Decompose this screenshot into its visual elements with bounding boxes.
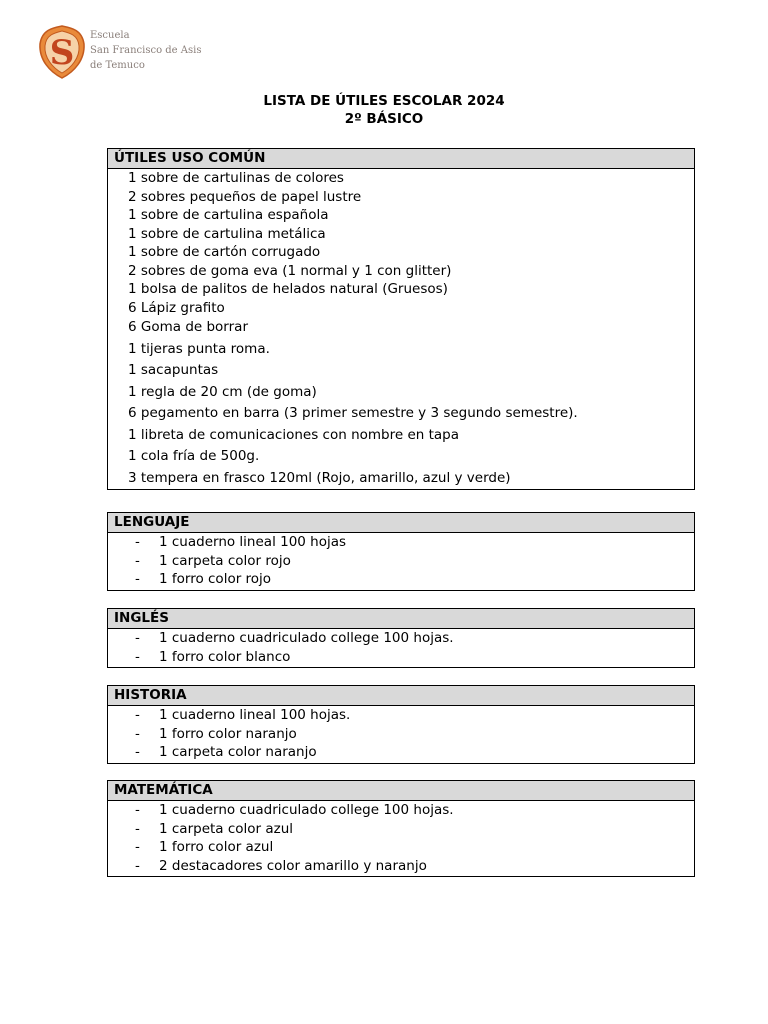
school-name-line-3: de Temuco — [90, 60, 145, 71]
list-item: 1 sobre de cartulinas de colores — [128, 170, 344, 186]
item-text: 2 destacadores color amarillo y naranjo — [159, 857, 427, 874]
list-item — [108, 801, 694, 820]
section-ingles — [107, 608, 695, 668]
item-text: 1 carpeta color naranjo — [159, 744, 317, 760]
list-item: 1 bolsa de palitos de helados natural (Gruesos) — [128, 281, 448, 297]
page-title — [0, 92, 768, 128]
dash-bullet: - — [135, 707, 140, 723]
dash-bullet: - — [135, 648, 140, 665]
dash-bullet: - — [135, 744, 140, 760]
list-item: 2 sobres pequeños de papel lustre — [128, 188, 362, 205]
school-name-line-2: San Francisco de Asis — [90, 45, 202, 56]
list-item: 6 Goma de borrar — [128, 319, 248, 335]
list-item — [108, 857, 694, 876]
item-list — [108, 706, 694, 763]
list-item: 2 sobres de goma eva (1 normal y 1 con glitter) — [128, 262, 452, 279]
list-item: 1 regla de 20 cm (de goma) — [128, 383, 317, 400]
list-item — [108, 725, 694, 744]
section-header: LENGUAJE — [108, 513, 694, 533]
list-item: 1 sobre de cartón corrugado — [128, 244, 321, 260]
list-item: 1 sobre de cartulina española — [128, 207, 329, 223]
item-list — [108, 801, 694, 876]
item-text: 1 cuaderno cuadriculado college 100 hojas. — [159, 630, 454, 646]
dash-bullet: - — [135, 820, 140, 837]
list-item: 6 Lápiz grafito — [128, 299, 225, 316]
section-header: ÚTILES USO COMÚN — [108, 149, 694, 169]
item-text: 1 forro color rojo — [159, 571, 272, 587]
list-item — [108, 629, 694, 648]
item-text: 1 forro color azul — [159, 839, 274, 855]
item-text: 1 carpeta color azul — [159, 820, 294, 837]
item-list — [108, 629, 694, 667]
item-text: 1 carpeta color rojo — [159, 552, 291, 569]
item-text: 1 cuaderno lineal 100 hojas — [159, 534, 347, 550]
title-line-1: LISTA DE ÚTILES ESCOLAR 2024 — [263, 93, 505, 109]
list-item — [108, 533, 694, 552]
dash-bullet: - — [135, 552, 140, 569]
item-text: 1 forro color naranjo — [159, 725, 297, 742]
list-item — [108, 743, 694, 762]
school-name-line-1: Escuela — [90, 30, 130, 41]
section-historia — [107, 685, 695, 764]
dash-bullet: - — [135, 725, 140, 742]
item-text: 1 forro color blanco — [159, 648, 291, 665]
school-emblem-icon — [38, 24, 86, 80]
dash-bullet: - — [135, 534, 140, 550]
svg-text:S: S — [49, 33, 75, 73]
title-line-2: 2º BÁSICO — [344, 111, 424, 127]
list-item — [108, 552, 694, 571]
list-item: 3 tempera en frasco 120ml (Rojo, amarillo, azul y verde) — [128, 469, 511, 486]
list-item: 1 libreta de comunicaciones con nombre en tapa — [128, 426, 460, 443]
list-item: 1 cola fría de 500g. — [128, 448, 260, 464]
list-item — [108, 648, 694, 667]
dash-bullet: - — [135, 857, 140, 874]
list-item: 1 sobre de cartulina metálica — [128, 225, 326, 242]
item-text: 1 cuaderno cuadriculado college 100 hojas. — [159, 802, 454, 818]
item-text: 1 cuaderno lineal 100 hojas. — [159, 707, 351, 723]
list-item: 1 tijeras punta roma. — [128, 341, 270, 357]
dash-bullet: - — [135, 630, 140, 646]
dash-bullet: - — [135, 839, 140, 855]
list-item — [108, 706, 694, 725]
list-item: 6 pegamento en barra (3 primer semestre y 3 segundo semestre). — [128, 405, 578, 421]
section-matematica — [107, 780, 695, 877]
dash-bullet: - — [135, 571, 140, 587]
dash-bullet: - — [135, 802, 140, 818]
list-item — [108, 820, 694, 839]
list-item: 1 sacapuntas — [128, 362, 219, 378]
section-utiles-comun — [107, 148, 695, 490]
list-item — [108, 570, 694, 589]
section-header: MATEMÁTICA — [108, 781, 694, 801]
list-item — [108, 838, 694, 857]
section-lenguaje — [107, 512, 695, 591]
item-list — [108, 169, 694, 489]
school-name — [90, 28, 201, 73]
school-logo — [38, 24, 208, 84]
section-header: HISTORIA — [108, 686, 694, 706]
item-list — [108, 533, 694, 590]
section-header: INGLÉS — [108, 609, 694, 629]
